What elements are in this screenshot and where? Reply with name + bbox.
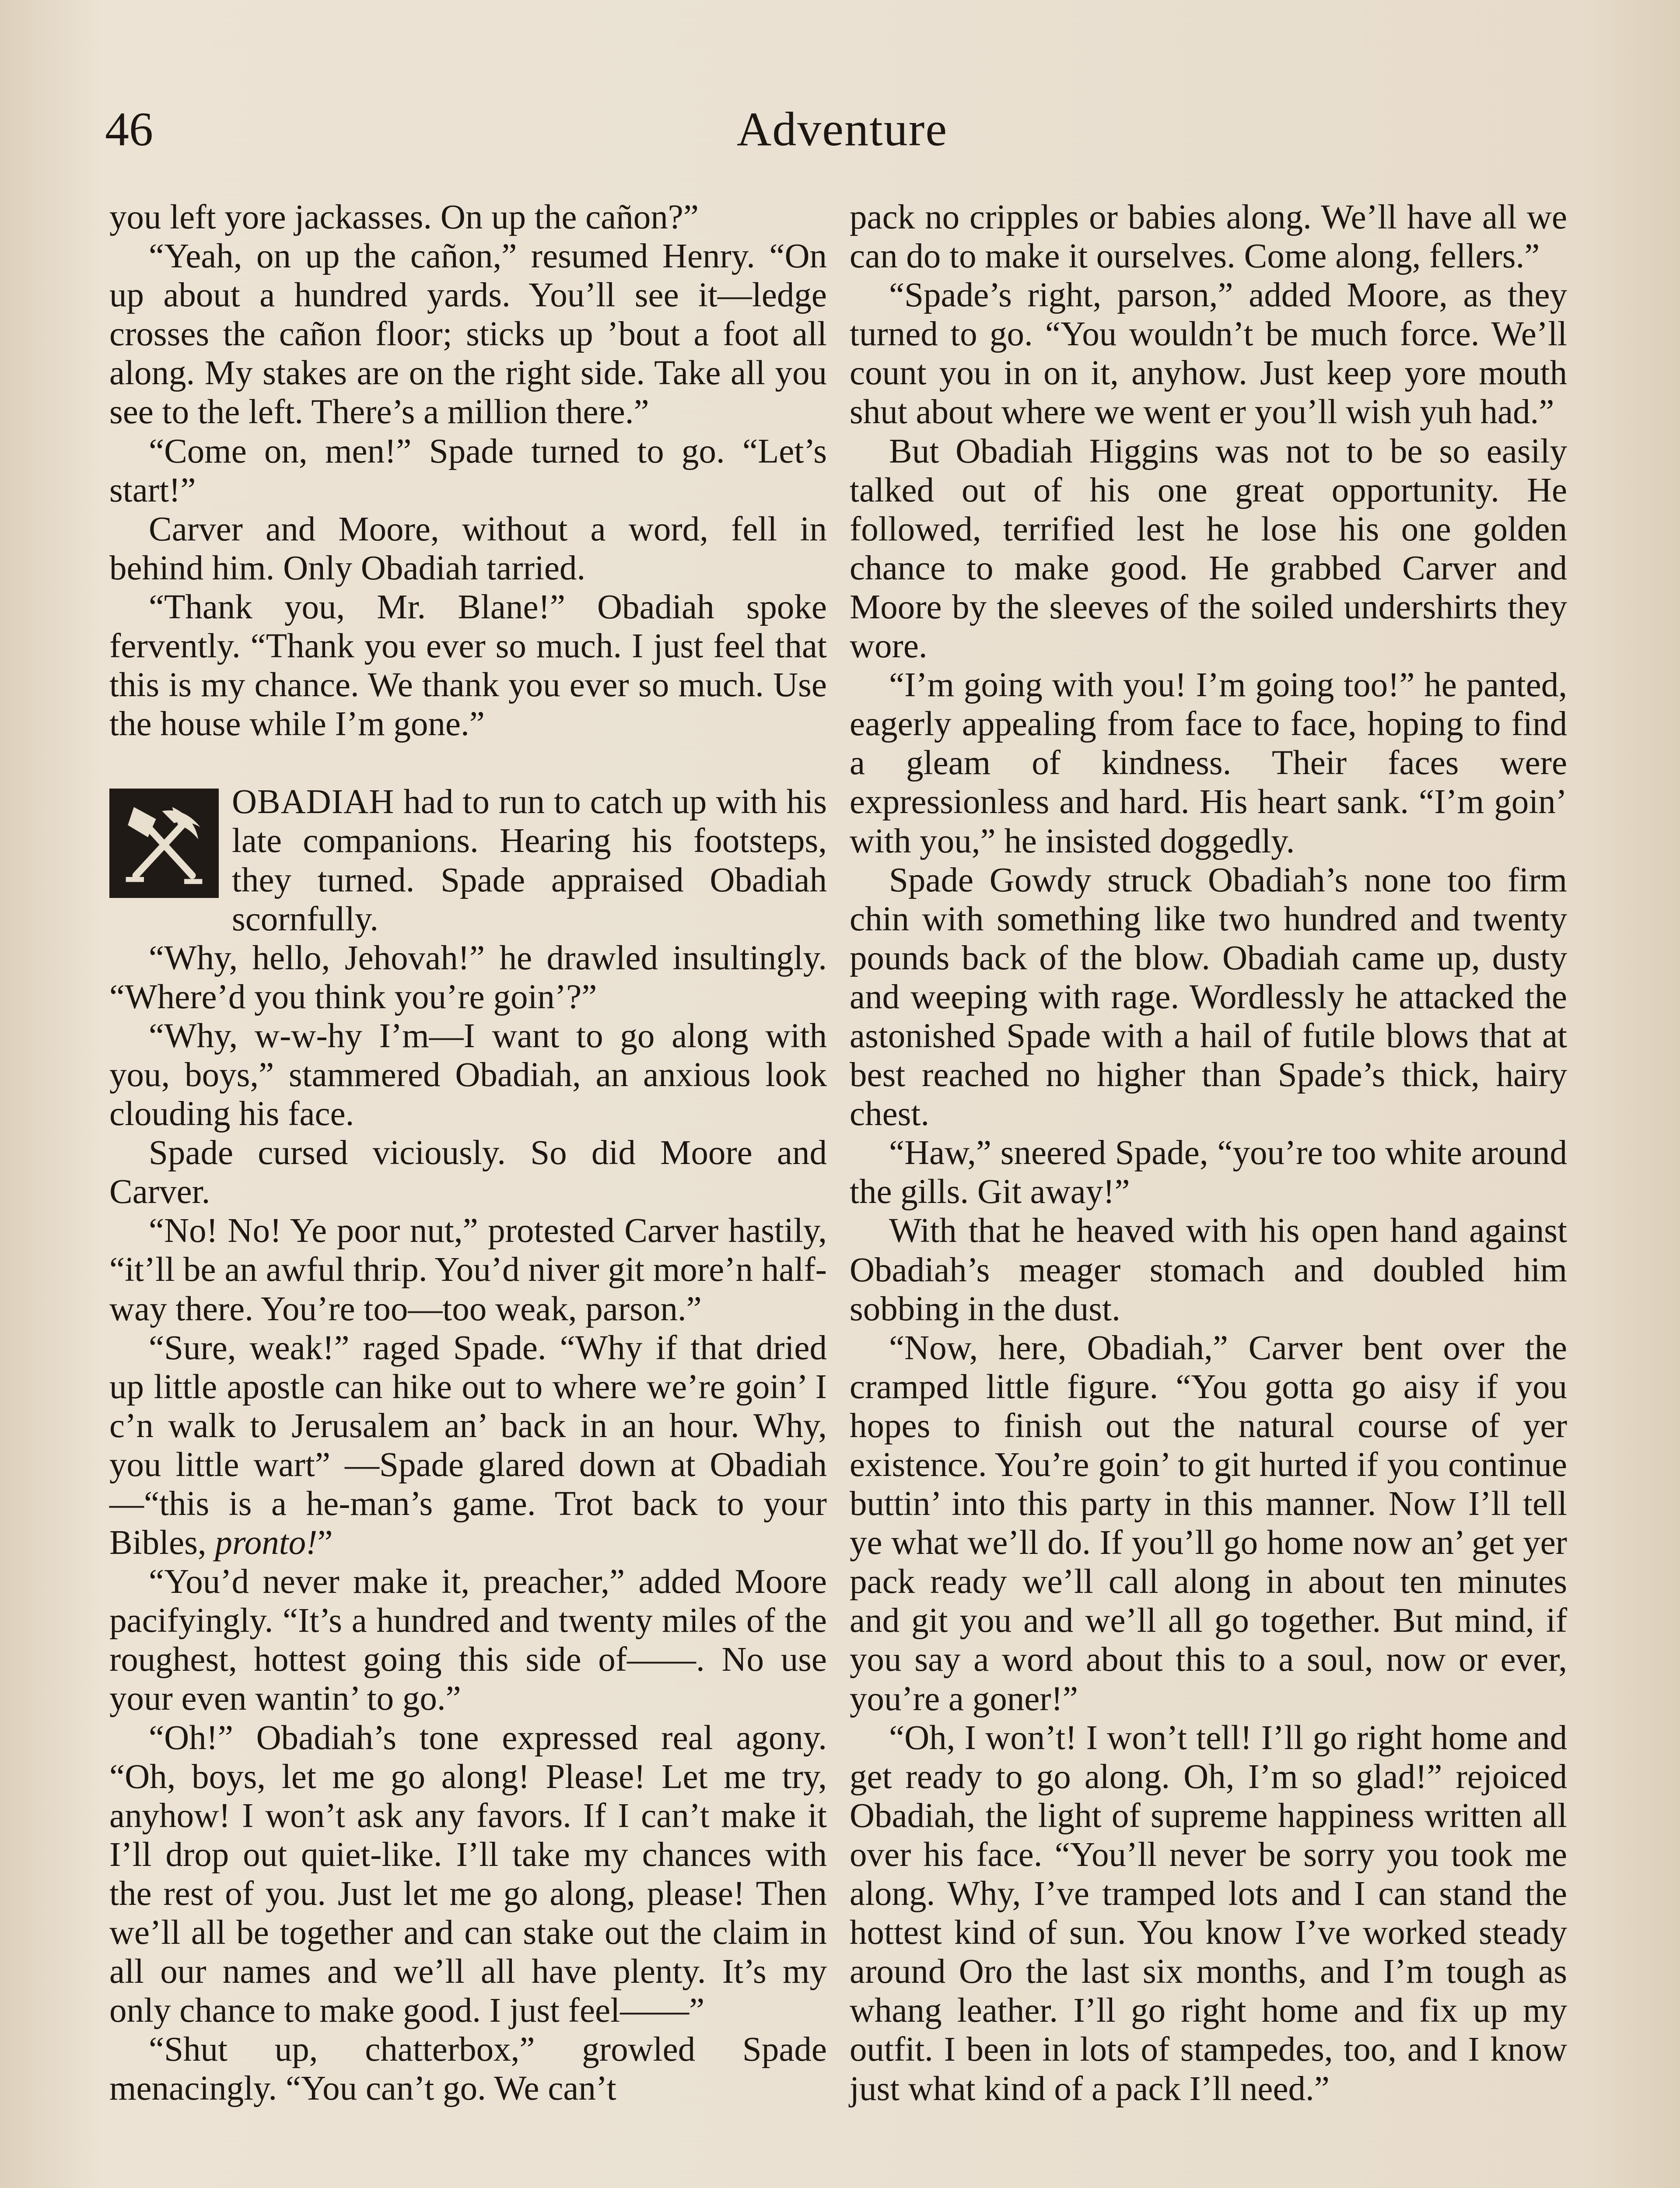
paragraph: “Thank you, Mr. Blane!” Obadiah spoke fervently. “Thank you ever so much. I just feel that this is my chance. We thank you ever so much. Use the house while I’m gone.”	[109, 588, 827, 743]
paragraph: Spade cursed viciously. So did Moore and Carver.	[109, 1134, 827, 1211]
paragraph: “Shut up, chatterbox,” growled Spade menacingly. “You can’t go. We can’t	[109, 2030, 827, 2108]
magazine-title: Adventure	[736, 102, 948, 156]
paragraph: “Come on, men!” Spade turned to go. “Let’s start!”	[109, 432, 827, 509]
paragraph	[109, 1329, 827, 1563]
paragraph: “I’m going with you! I’m going too!” he panted, eagerly appealing from face to face, hoping to find a gleam of kindness. Their faces were expressionless and hard. His heart sank. “I’m goin’ with you,” he insisted doggedly.	[850, 666, 1567, 860]
paragraph: “Why, w-w-hy I’m—I want to go along with you, boys,” stammered Obadiah, an anxious look clouding his face.	[109, 1017, 827, 1133]
right-column	[850, 198, 1567, 2108]
section-break	[109, 743, 827, 782]
paragraph-section-opening	[109, 782, 827, 938]
running-head	[105, 96, 1579, 162]
paragraph-text: had to run to catch up with his late companions. Hearing his footsteps, they turned. Spade appraised Obadiah scornfully.	[232, 783, 827, 938]
paragraph: “Haw,” sneered Spade, “you’re too white around the gills. Git away!”	[850, 1134, 1567, 1211]
paragraph: “Oh, I won’t! I won’t tell! I’ll go right home and get ready to go along. Oh, I’m so glad!” rejoiced Obadiah, the light of supreme happiness written all over his face. “You’ll never be sorry you took me along. Why, I’ve tramped lots and I can stand the hottest kind of sun. You know I’ve worked steady around Oro the last six months, and I’m tough as whang leather. I’ll go right home and fix up my outfit. I been in lots of stampedes, too, and I know just what kind of a pack I’ll need.”	[850, 1718, 1567, 2108]
italic-word: pronto!	[215, 1524, 318, 1562]
paragraph: “Yeah, on up the cañon,” resumed Henry. “On up about a hundred yards. You’ll see it—ledge crosses the cañon floor; sticks up ’bout a foot all along. My stakes are on the right side. Take all you see to the left. There’s a million there.”	[109, 237, 827, 431]
paragraph: “Why, hello, Jehovah!” he drawled insultingly. “Where’d you think you’re goin’?”	[109, 939, 827, 1016]
paragraph: “Spade’s right, parson,” added Moore, as they turned to go. “You wouldn’t be much force. We’ll count you in on it, anyhow. Just keep yore mouth shut about where we went er you’ll wish yuh had.”	[850, 276, 1567, 431]
paragraph: “Now, here, Obadiah,” Carver bent over the cramped little figure. “You gotta go aisy if you hopes to finish out the natural course of yer existence. You’re goin’ to git hurted if you continue buttin’ into this party in this manner. Now I’ll tell ye what we’ll do. If you’ll go home now an’ get yer pack ready we’ll call along in about ten minutes and git you and we’ll all go together. But mind, if you say a word about this to a soul, now or ever, you’re a goner!”	[850, 1329, 1567, 1718]
paragraph: you left yore jackasses. On up the cañon?”	[109, 198, 699, 236]
paragraph: “You’d never make it, preacher,” added Moore pacifyingly. “It’s a hundred and twenty miles of the roughest, hottest going this side of——. No use your even wantin’ to go.”	[109, 1563, 827, 1718]
paragraph: With that he heaved with his open hand against Obadiah’s meager stomach and doubled him sobbing in the dust.	[850, 1212, 1567, 1328]
paragraph-text: ”	[317, 1524, 333, 1562]
paragraph: “No! No! Ye poor nut,” protested Carver hastily, “it’ll be an awful thrip. You’d niver git more’n half-way there. You’re too—too weak, parson.”	[109, 1212, 827, 1328]
paragraph: “Oh!” Obadiah’s tone expressed real agony. “Oh, boys, let me go along! Please! Let me try, anyhow! I won’t ask any favors. If I can’t make it I’ll drop out quiet-like. I’ll take my chances with the rest of you. Just let me go along, please! Then we’ll all be together and can stake out the claim in all our names and we’ll all have plenty. It’s my only chance to make good. I just feel——”	[109, 1718, 827, 2030]
paragraph-text: “Sure, weak!” raged Spade. “Why if that dried up little apostle can hike out to where we’re goin’ I c’n walk to Jerusalem an’ back in an hour. Why, you little wart” —Spade glared down at Obadiah—“this is a he-man’s game. Trot back to your Bibles,	[109, 1329, 827, 1562]
paragraph: Spade Gowdy struck Obadiah’s none too firm chin with something like two hundred and twenty pounds back of the blow. Obadiah came up, dusty and weeping with rage. Wordlessly he attacked the astonished Spade with a hail of futile blows that at best reached no higher than Spade’s thick, hairy chest.	[850, 861, 1567, 1133]
left-column	[109, 198, 827, 2108]
paragraph: Carver and Moore, without a word, fell in behind him. Only Obadiah tarried.	[109, 510, 827, 587]
paragraph: pack no cripples or babies along. We’ll have all we can do to make it ourselves. Come along, fellers.”	[850, 198, 1567, 276]
section-lead-word: OBADIAH	[232, 783, 395, 821]
page-number: 46	[105, 102, 153, 156]
crossed-pick-and-shovel-icon	[109, 789, 219, 898]
paragraph: But Obadiah Higgins was not to be so easily talked out of his one great opportunity. He followed, terrified lest he lose his one golden chance to make good. He grabbed Carver and Moore by the sleeves of the soiled undershirts they wore.	[850, 432, 1567, 666]
